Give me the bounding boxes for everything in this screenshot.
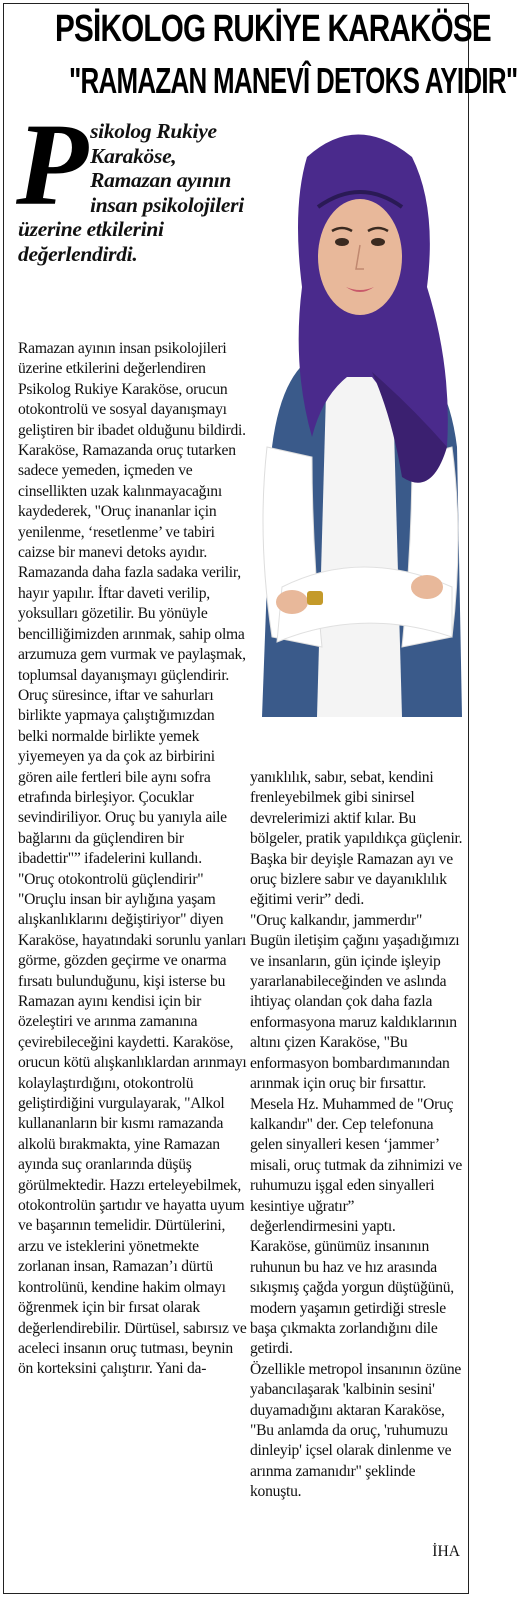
portrait-photo bbox=[252, 117, 464, 749]
headline-line-1: PSİKOLOG RUKİYE KARAKÖSE bbox=[55, 8, 491, 50]
news-article bbox=[3, 3, 517, 1594]
lead-text: sikolog Rukiye Karaköse, Ramazan ayının insan psikolojileri üzerine etkilerini değerlendirdi. bbox=[18, 119, 244, 266]
subheading: "Oruç kalkandır, jammerdır" bbox=[250, 911, 423, 929]
paragraph: yanıklılık, sabır, sebat, kendini frenleyebilmek gibi sinirsel devrelerimizi aktif kılar. Bu bölgeler, pratik yapıldıkça güçlenir. Başka bir deyişle Ramazan ayı ve oruç bizlere sabır ve dayanıklılık eğitimi verir” dedi. bbox=[250, 769, 463, 909]
subheading: "Oruç otokontrolü güçlendirir" bbox=[18, 870, 204, 888]
drop-cap: P bbox=[16, 99, 89, 230]
paragraph: Bugün iletişim çağını yaşadığımızı ve insanların, gün içinde işleyip yararlanabileceğinden ve aslında ihtiyaç olandan çok daha fazla enformasyona maruz kaldıklarının altını çizen Karaköse, "Bu enformasyon bombardımanından arınmak için oruç bir fırsattır. Mesela Hz. Muhammed de "Oruç kalkandır" der. Cep telefonuna gelen sinyalleri kesen ‘jammer’ misali, oruç tutmak da zihnimizi ve ruhumuzu işgal eden sinyalleri kesintiye uğratır” değerlendirmesini yaptı. bbox=[250, 932, 463, 1235]
source-signature: İHA bbox=[432, 1543, 460, 1560]
paragraph: Özellikle metropol insanının özüne yabancılaşarak 'kalbinin sesini' duyamadığını aktaran Karaköse, "Bu anlamda da oruç, 'ruhumuzu dinleyip' içsel olarak dinlenme ve arınma zamanıdır" şeklinde konuştu. bbox=[250, 1360, 462, 1501]
body-column-2 bbox=[250, 768, 464, 1503]
paragraph: Ramazan ayının insan psikolojileri üzerine etkilerini değerlendiren Psikolog Rukiye Karaköse, orucun otokontrolü ve sosyal dayanışmayı geliştiren bir ibadet olduğunu bildirdi. Karaköse, Ramazanda oruç tutarken sadece yemeden, içmeden ve cinsellikten uzak kalınmayacağını kaydederek, "Oruç inananlar için yenilenme, ‘resetlenme’ ve tabiri caizse bir manevi detoks ayıdır. Ramazanda daha fazla sadaka verilir, hayır yapılır. İftar daveti verilip, yoksulları gözetilir. Bu yönüyle bencilliğimizden arınmak, sahip olma arzumuza gem vurmak ve paylaşmak, toplumsal dayanışmayı güçlendirir. Oruç süresince, iftar ve sahurları birlikte yapmaya çalıştığımızdan belki normalde birlikte yemek yiyemeyen ya da çok az birbirini gören aile fertleri bile aynı sofra etrafında birleşiyor. Çocuklar sevindiriliyor. Oruç bu yanıyla aile bağlarını da güçlendiren bir ibadettir"” ifadelerini kullandı. bbox=[18, 340, 246, 868]
paragraph: Karaköse, günümüz insanının ruhunun bu haz ve hız arasında sıkışmış çağda yorgun düştüğünü, modern yaşamın getirdiği stresle başa çıkmakta zorlandığını dile getirdi. bbox=[250, 1238, 454, 1358]
paragraph: "Oruçlu insan bir aylığına yaşam alışkanlıklarını değiştiriyor" diyen Karaköse, hayatındaki sorunlu yanları görme, gözden geçirme ve onarma fırsatı bulunduğunu, kişi isterse bu Ramazan ayını kendisi için bir özeleştiri ve arınma zamanına çevirebileceğini kaydetti. Karaköse, orucun kötü alışkanlıklardan arınmayı kolaylaştırdığını, otokontrolü geliştirdiğini vurgulayarak, "Alkol kullananların bir kısmı ramazanda alkolü bırakmakta, yine Ramazan ayında suç oranlarında düşüş görülmektedir. Hazzı erteleyebilmek, otokontrolün şartıdır ve hayatta uyum ve başarının temelidir. Dürtülerini, arzu ve isteklerini yönetmekte zorlanan insan, Ramazan’ı dürtü kontrolünü, kendine hakim olmayı öğrenmek için bir fırsat olarak değerlendirebilir. Dürtüsel, sabırsız ve aceleci insanın oruç tutması, beynin ön korteksini çalıştırır. Yani da- bbox=[18, 890, 247, 1378]
headline-line-2: "RAMAZAN MANEVÎ DETOKS AYIDIR" bbox=[68, 60, 517, 101]
lead-paragraph bbox=[16, 99, 246, 266]
body-column-1 bbox=[18, 339, 247, 1380]
portrait-illustration bbox=[252, 117, 464, 749]
